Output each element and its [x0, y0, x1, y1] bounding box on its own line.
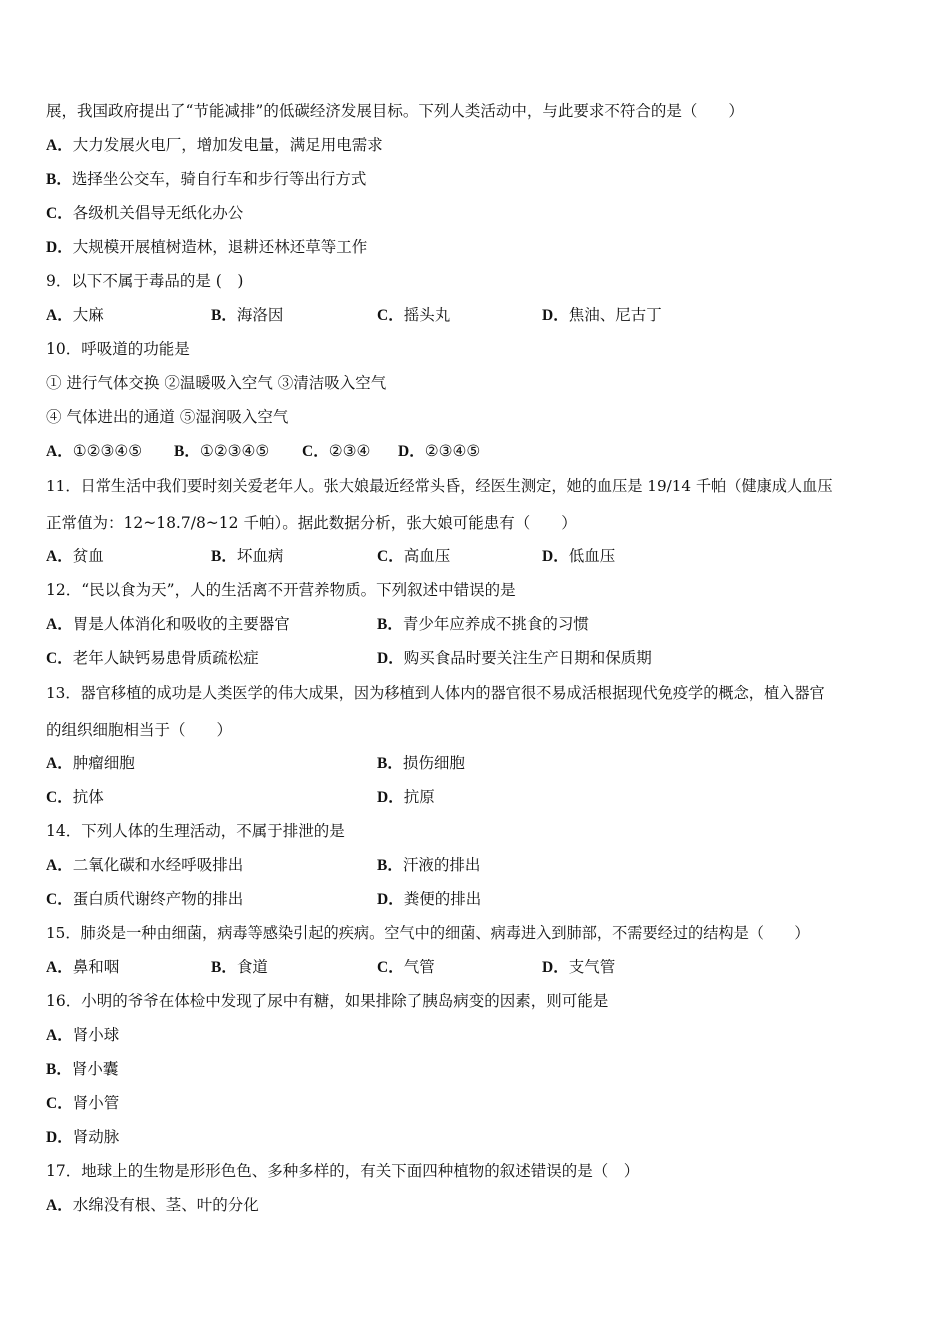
q9-stem: 9．以下不属于毒品的是 ( ) [46, 272, 244, 290]
q15-stem: 15．肺炎是一种由细菌，病毒等感染引起的疾病。空气中的细菌、病毒进入到肺部，不需要经过的结构是（ ） [46, 924, 810, 942]
q16-option-a: A．肾小球 [46, 1026, 120, 1044]
q15-option-b: B．食道 [211, 958, 268, 976]
q15-option-c: C．气管 [377, 958, 435, 976]
q10-option-c: C．②③④ [302, 442, 371, 460]
q10-option-a: A．①②③④⑤ [46, 442, 143, 460]
q9-option-d: D．焦油、尼古丁 [542, 306, 662, 324]
q12-stem: 12．“民以食为天”，人的生活离不开营养物质。下列叙述中错误的是 [46, 581, 516, 599]
q15-option-a: A．鼻和咽 [46, 958, 120, 976]
q14-option-c: C．蛋白质代谢终产物的排出 [46, 890, 244, 908]
q17-option-a: A．水绵没有根、茎、叶的分化 [46, 1196, 259, 1214]
q16-stem: 16．小明的爷爷在体检中发现了尿中有糖，如果排除了胰岛病变的因素，则可能是 [46, 992, 609, 1010]
q16-option-c: C．肾小管 [46, 1094, 120, 1112]
q11-option-c: C．高血压 [377, 547, 451, 565]
q11-option-b: B．坏血病 [211, 547, 284, 565]
q13-option-d: D．抗原 [377, 788, 435, 806]
q14-option-a: A．二氧化碳和水经呼吸排出 [46, 856, 244, 874]
q8-option-a: A．大力发展火电厂，增加发电量，满足用电需求 [46, 136, 383, 154]
q16-option-b: B．肾小囊 [46, 1060, 119, 1078]
q8-option-d: D．大规模开展植树造林，退耕还林还草等工作 [46, 238, 368, 256]
q9-option-b: B．海洛因 [211, 306, 284, 324]
q8-stem: 展，我国政府提出了“节能减排”的低碳经济发展目标。下列人类活动中，与此要求不符合的是（ ） [46, 102, 744, 120]
q11-option-d: D．低血压 [542, 547, 616, 565]
q12-option-b: B．青少年应养成不挑食的习惯 [377, 615, 589, 633]
q12-option-a: A．胃是人体消化和吸收的主要器官 [46, 615, 290, 633]
q13-option-b: B．损伤细胞 [377, 754, 465, 772]
q10-option-d: D．②③④⑤ [398, 442, 481, 460]
q14-option-b: B．汗液的排出 [377, 856, 481, 874]
q11-stem-line1: 11．日常生活中我们要时刻关爱老年人。张大娘最近经常头昏，经医生测定，她的血压是 19/14 千帕（健康成人血压 [46, 477, 833, 495]
q12-option-d: D．购买食品时要关注生产日期和保质期 [377, 649, 652, 667]
q11-stem-line2: 正常值为：12~18.7/8~12 千帕）。据此数据分析，张大娘可能患有（ ） [46, 514, 577, 532]
q15-option-d: D．支气管 [542, 958, 616, 976]
q13-option-c: C．抗体 [46, 788, 104, 806]
q13-stem-line1: 13．器官移植的成功是人类医学的伟大成果，因为移植到人体内的器官很不易成活根据现代免疫学的概念，植入器官 [46, 684, 825, 702]
q14-stem: 14．下列人体的生理活动，不属于排泄的是 [46, 822, 345, 840]
q10-line2: ④ 气体进出的通道 ⑤湿润吸入空气 [46, 408, 289, 426]
q9-option-a: A．大麻 [46, 306, 104, 324]
q17-stem: 17．地球上的生物是形形色色、多种多样的，有关下面四种植物的叙述错误的是（ ） [46, 1162, 640, 1180]
q8-option-c: C．各级机关倡导无纸化办公 [46, 204, 244, 222]
q13-option-a: A．肿瘤细胞 [46, 754, 135, 772]
q8-option-b: B．选择坐公交车，骑自行车和步行等出行方式 [46, 170, 367, 188]
q13-stem-line2: 的组织细胞相当于（ ） [46, 721, 233, 739]
q16-option-d: D．肾动脉 [46, 1128, 120, 1146]
q10-option-b: B．①②③④⑤ [174, 442, 270, 460]
q10-stem: 10．呼吸道的功能是 [46, 340, 190, 358]
q12-option-c: C．老年人缺钙易患骨质疏松症 [46, 649, 259, 667]
q9-option-c: C．摇头丸 [377, 306, 451, 324]
q10-line1: ① 进行气体交换 ②温暖吸入空气 ③清洁吸入空气 [46, 374, 387, 392]
q14-option-d: D．粪便的排出 [377, 890, 482, 908]
q11-option-a: A．贫血 [46, 547, 104, 565]
